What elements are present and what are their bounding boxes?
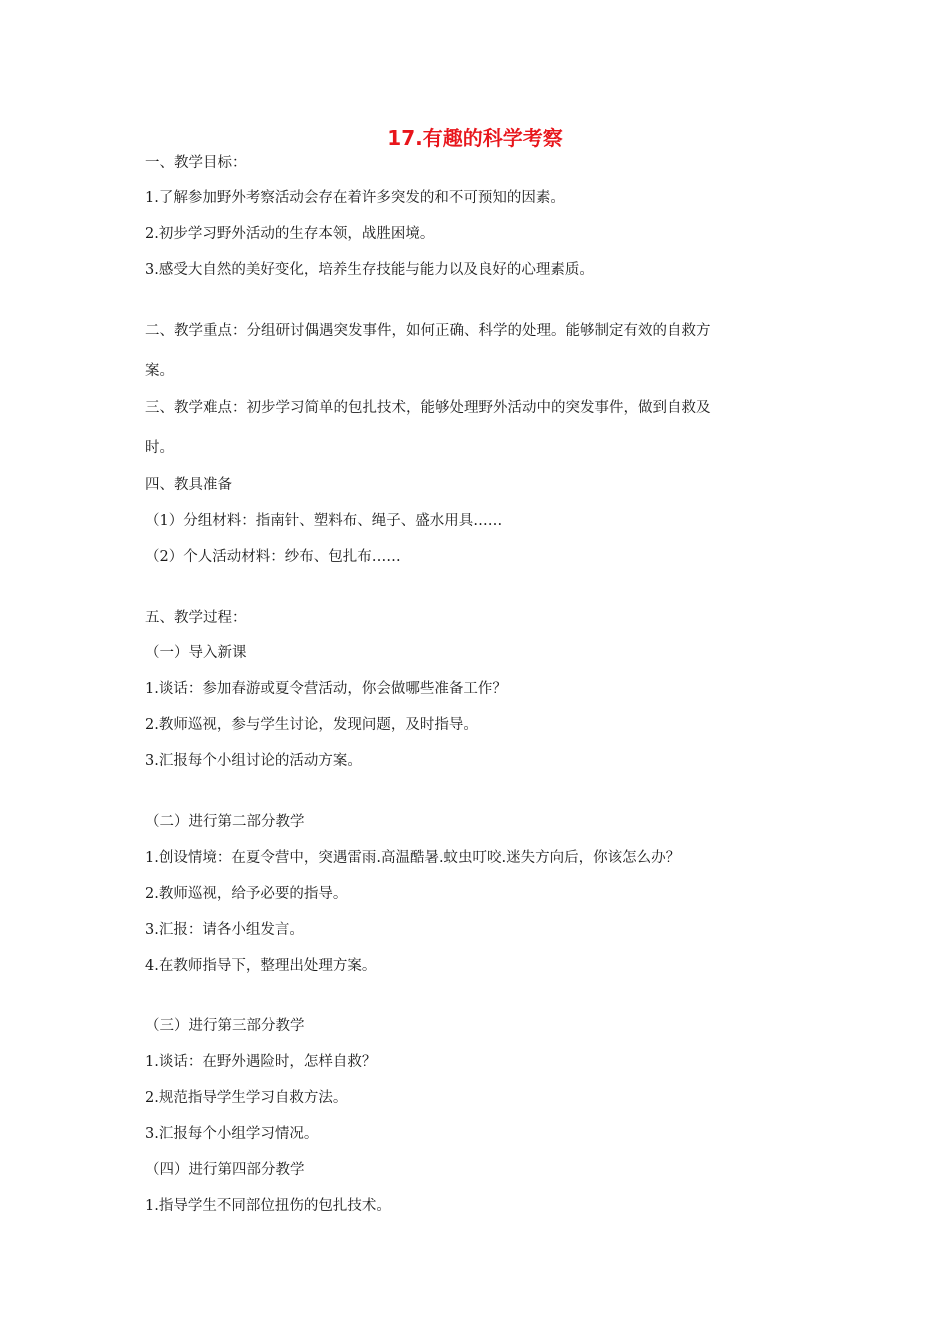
objective-item-2: 2.初步学习野外活动的生存本领，战胜困境。: [145, 226, 435, 242]
subsection-4-item-1: 1.指导学生不同部位扭伤的包扎技术。: [145, 1198, 391, 1214]
subsection-1-item-2: 2.教师巡视，参与学生讨论，发现问题，及时指导。: [145, 717, 478, 733]
subsection-3-item-3: 3.汇报每个小组学习情况。: [145, 1126, 319, 1142]
subsection-3-item-2: 2.规范指导学生学习自救方法。: [145, 1090, 348, 1106]
subsection-2-item-2: 2.教师巡视，给予必要的指导。: [145, 886, 348, 902]
section-key-points-cont: 案。: [145, 363, 174, 379]
objective-item-3: 3.感受大自然的美好变化，培养生存技能与能力以及良好的心理素质。: [145, 262, 594, 278]
subsection-2-item-4: 4.在教师指导下，整理出处理方案。: [145, 958, 377, 974]
subsection-1-item-3: 3.汇报每个小组讨论的活动方案。: [145, 753, 362, 769]
subsection-heading-4: （四）进行第四部分教学: [145, 1162, 305, 1178]
materials-item-2: （2）个人活动材料：纱布、包扎布……: [145, 549, 401, 565]
subsection-2-item-3: 3.汇报：请各小组发言。: [145, 922, 304, 938]
subsection-2-item-1: 1.创设情境：在夏令营中，突遇雷雨.高温酷暑.蚊虫叮咬.迷失方向后，你该怎么办？: [145, 850, 681, 866]
section-heading-process: 五、教学过程：: [145, 610, 247, 626]
objective-item-1: 1.了解参加野外考察活动会存在着许多突发的和不可预知的因素。: [145, 190, 565, 206]
section-difficulties-cont: 时。: [145, 440, 174, 456]
section-difficulties: 三、教学难点：初步学习简单的包扎技术，能够处理野外活动中的突发事件，做到自救及: [145, 400, 711, 416]
subsection-heading-3: （三）进行第三部分教学: [145, 1018, 305, 1034]
section-heading-materials: 四、教具准备: [145, 477, 232, 493]
document-title: 17.有趣的科学考察: [387, 126, 563, 150]
subsection-heading-1: （一）导入新课: [145, 645, 247, 661]
subsection-heading-2: （二）进行第二部分教学: [145, 814, 305, 830]
subsection-3-item-1: 1.谈话：在野外遇险时，怎样自救？: [145, 1054, 377, 1070]
subsection-1-item-1: 1.谈话：参加春游或夏令营活动，你会做哪些准备工作？: [145, 681, 507, 697]
section-heading-objectives: 一、教学目标：: [145, 155, 247, 171]
section-key-points: 二、教学重点：分组研讨偶遇突发事件，如何正确、科学的处理。能够制定有效的自救方: [145, 323, 711, 339]
materials-item-1: （1）分组材料：指南针、塑料布、绳子、盛水用具……: [145, 513, 503, 529]
